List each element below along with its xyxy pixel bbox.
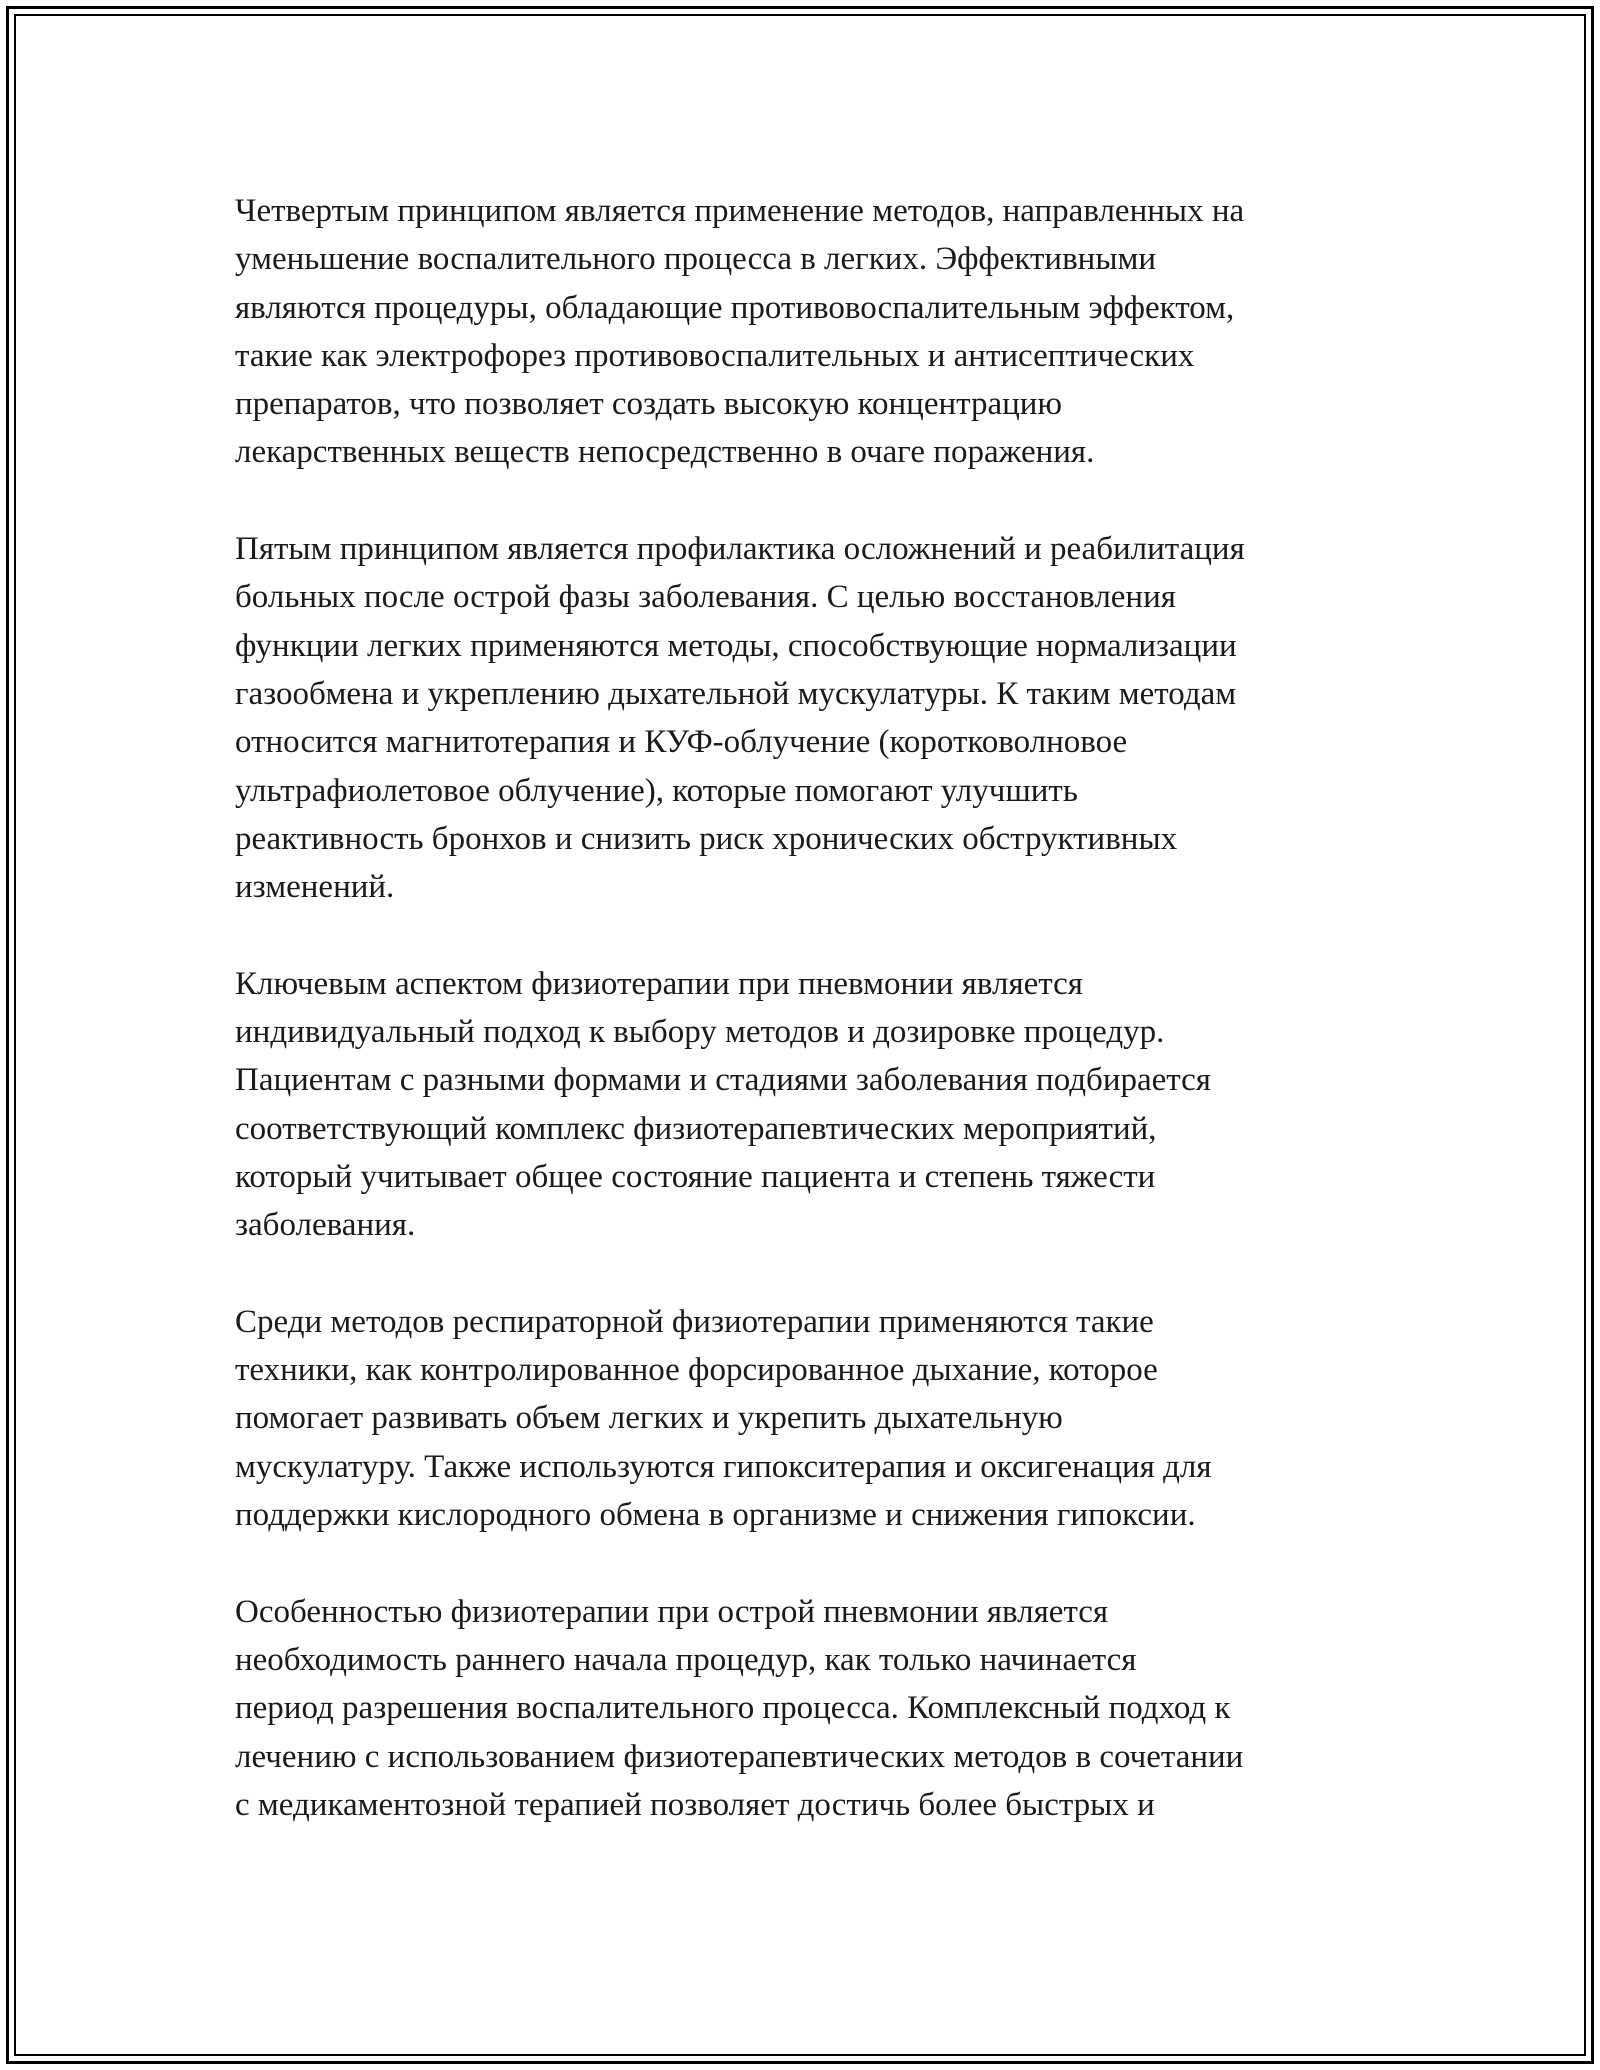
text-line: соответствующий комплекс физиотерапевтических мероприятий, [235, 1110, 1157, 1147]
text-line: уменьшение воспалительного процесса в легких. Эффективными [235, 241, 1157, 278]
text-line: поддержки кислородного обмена в организме и снижения гипоксии. [235, 1497, 1196, 1534]
text-line: лекарственных веществ непосредственно в очаге поражения. [235, 434, 1095, 471]
text-line: такие как электрофорез противовоспалительных и антисептических [235, 337, 1195, 374]
paragraph-1 [235, 187, 1365, 477]
text-line: период разрешения воспалительного процесса. Комплексный подход к [235, 1690, 1231, 1727]
text-line: относится магнитотерапия и КУФ-облучение (коротковолновое [235, 724, 1128, 761]
text-line: газообмена и укреплению дыхательной мускулатуры. К таким методам [235, 675, 1237, 712]
text-line: препаратов, что позволяет создать высокую концентрацию [235, 386, 1063, 423]
text-line: который учитывает общее состояние пациента и степень тяжести [235, 1158, 1156, 1195]
text-line: Среди методов респираторной физиотерапии применяются такие [235, 1303, 1154, 1340]
document-body [235, 187, 1365, 1877]
text-line: помогает развивать объем легких и укрепить дыхательную [235, 1400, 1063, 1437]
paragraph-2 [235, 525, 1365, 911]
text-line: заболевания. [235, 1207, 416, 1244]
text-line: функции легких применяются методы, способствующие нормализации [235, 627, 1237, 664]
text-line: больных после острой фазы заболевания. С целью восстановления [235, 579, 1176, 616]
text-line: Четвертым принципом является применение методов, направленных на [235, 193, 1245, 229]
text-line: необходимость раннего начала процедур, как только начинается [235, 1641, 1137, 1678]
paragraph-3 [235, 960, 1365, 1250]
text-line: техники, как контролированное форсированное дыхание, которое [235, 1352, 1158, 1389]
text-line: Ключевым аспектом физиотерапии при пневмонии является [235, 965, 1083, 1002]
text-line: ультрафиолетовое облучение), которые помогают улучшить [235, 772, 1078, 809]
text-line: реактивность бронхов и снизить риск хронических обструктивных [235, 820, 1178, 857]
text-line: являются процедуры, обладающие противовоспалительным эффектом, [235, 289, 1235, 326]
text-line: изменений. [235, 869, 395, 906]
paragraph-5 [235, 1588, 1365, 1829]
text-line: Пятым принципом является профилактика осложнений и реабилитация [235, 531, 1245, 568]
text-line: мускулатуру. Также используются гипокситерапия и оксигенация для [235, 1448, 1212, 1485]
text-line: лечению с использованием физиотерапевтических методов в сочетании [235, 1738, 1244, 1775]
text-line: с медикаментозной терапией позволяет достичь более быстрых и [235, 1786, 1155, 1823]
text-line: Пациентам с разными формами и стадиями заболевания подбирается [235, 1062, 1211, 1099]
paragraph-4 [235, 1298, 1365, 1539]
text-line: Особенностью физиотерапии при острой пневмонии является [235, 1593, 1109, 1630]
text-line: индивидуальный подход к выбору методов и дозировке процедур. [235, 1014, 1165, 1051]
